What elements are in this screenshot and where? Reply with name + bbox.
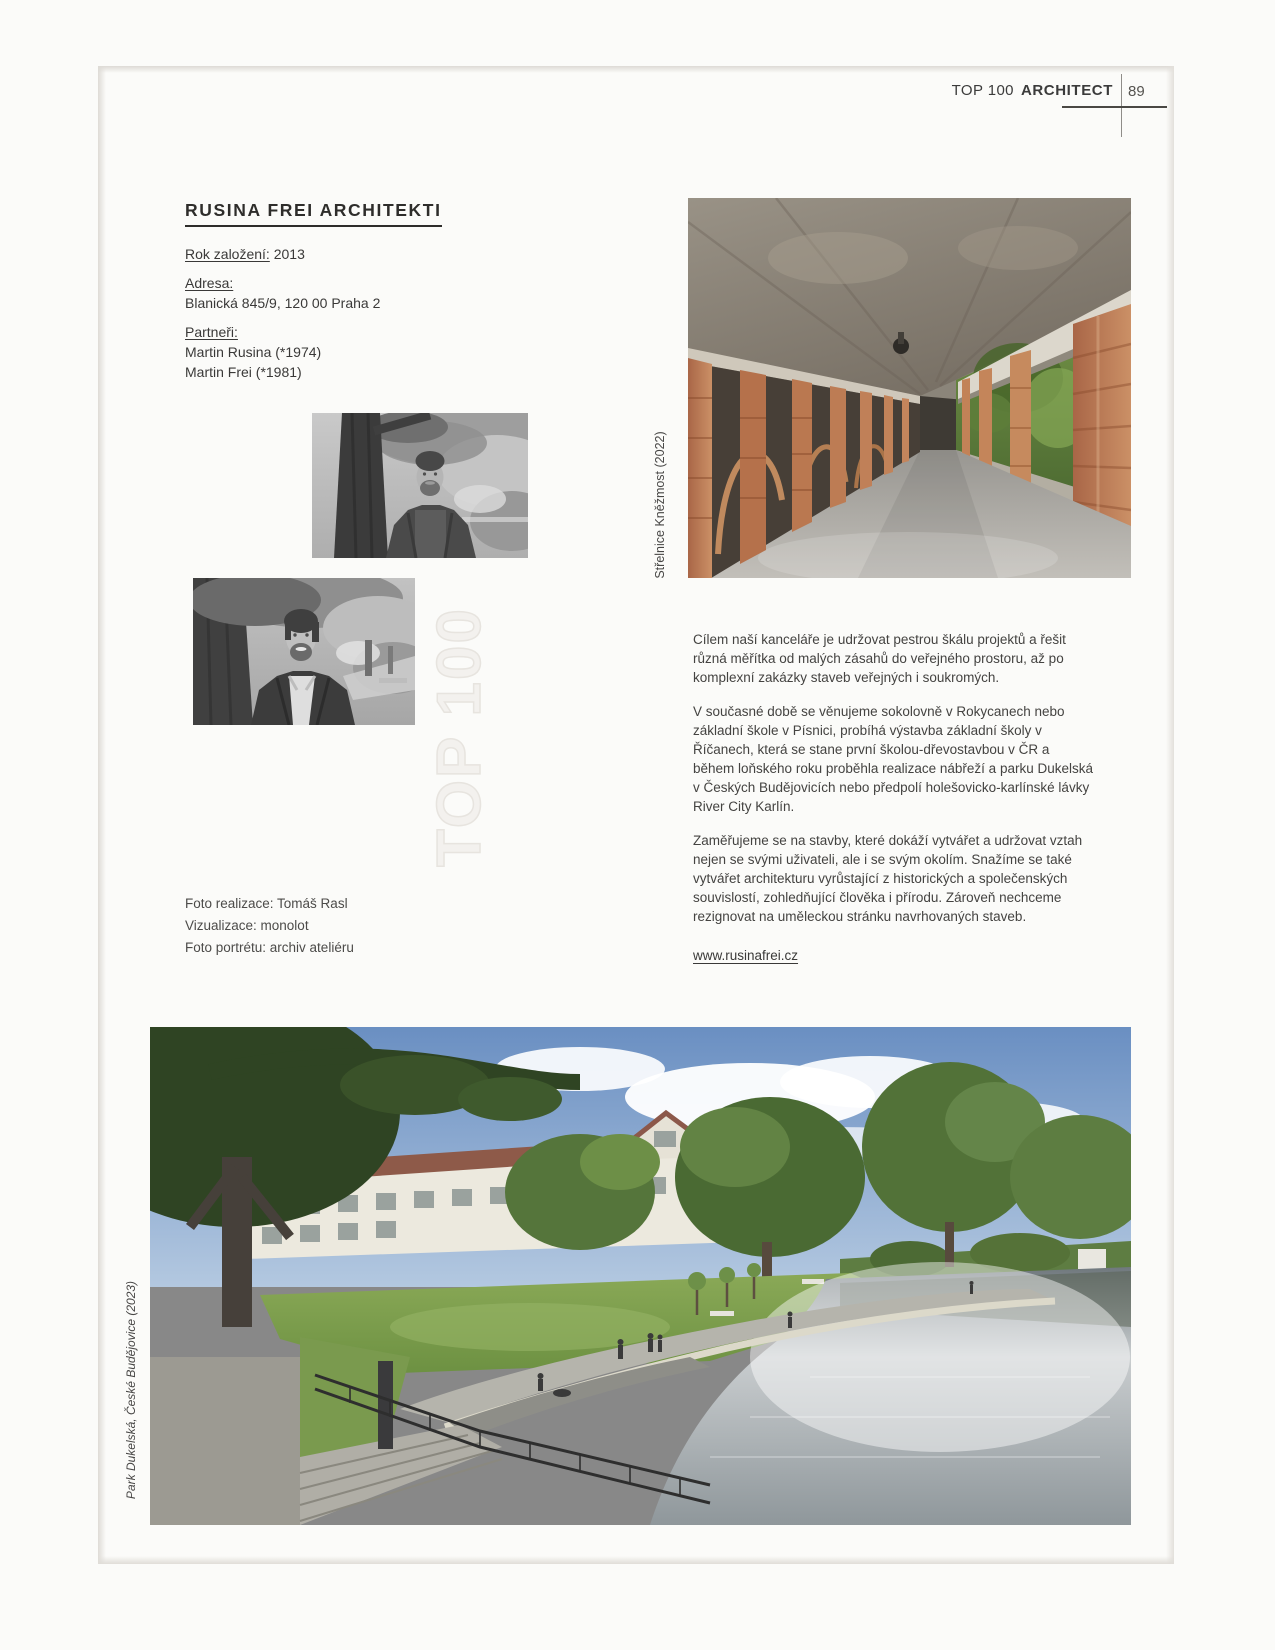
- partner-name: Martin Frei (*1981): [185, 364, 302, 380]
- address-row: [185, 273, 380, 313]
- header-series: TOP 100: [951, 82, 1014, 99]
- address-label: Adresa:: [185, 275, 234, 291]
- header-rule: [1062, 106, 1167, 108]
- paragraph-3: Zaměřujeme se na stavby, které dokáží vytvářet a udržovat vztah nejen se svými uživateli, ale i se svým okolím. Snažíme se také vytvářet architekturu vyrůstající z historických a společenských souvislostí, zohledňující člověka i přírodu. Zároveň nechceme rezignovat na uměleckou stránku navrhovaných staveb.: [693, 833, 1083, 924]
- header-section: ARCHITECT: [1020, 82, 1113, 99]
- portrait-photo-martin-frei: [193, 578, 415, 725]
- page-edge-top: [98, 66, 1174, 73]
- firm-title: RUSINA FREI ARCHITEKTI: [185, 200, 442, 227]
- credit-line: Foto realizace: Tomáš Rasl: [185, 896, 348, 911]
- page-number: 89: [1128, 83, 1145, 100]
- portrait-photo-martin-rusina: [312, 413, 528, 558]
- page-edge-left: [98, 66, 106, 1564]
- address-value: Blanická 845/9, 120 00 Praha 2: [185, 295, 381, 311]
- header: [880, 82, 1113, 99]
- partners-label: Partneři:: [185, 324, 238, 340]
- founded-value: 2013: [273, 246, 305, 262]
- partners-row: [185, 322, 380, 382]
- credit-line: Foto portrétu: archiv ateliéru: [185, 940, 354, 955]
- photo-strelnice-knezmost: [688, 198, 1131, 578]
- top100-watermark: TOP 100: [425, 607, 494, 867]
- page-edge-bottom: [98, 1556, 1174, 1564]
- website-link[interactable]: www.rusinafrei.cz: [693, 948, 799, 963]
- photo-credits: [185, 893, 354, 959]
- firm-info: [185, 244, 380, 391]
- credit-line: Vizualizace: monolot: [185, 918, 309, 933]
- profile-text: [693, 630, 1093, 965]
- paragraph-1: Cílem naší kanceláře je udržovat pestrou škálu projektů a řešit různá měřítka od malých zásahů do veřejného prostoru, až po komplexní zakázky staveb veřejných i soukromých.: [693, 632, 1066, 685]
- partner-name: Martin Rusina (*1974): [185, 344, 322, 360]
- paragraph-2: V současné době se věnujeme sokolovně v Rokycanech nebo základní škole v Písnici, probíhá výstavba základní školy v Říčanech, která se stane první školou-dřevostavbou v ČR a během loňského roku proběhla realizace nábřeží a parku Dukelská v Českých Budějovicích nebo předpolí holešovicko-karlínské lávky River City Karlín.: [693, 704, 1093, 814]
- photo-park-dukelska: [150, 1027, 1131, 1525]
- caption-strelnice: Střelnice Kněžmost (2022): [653, 431, 667, 579]
- caption-park-dukelska: Park Dukelská, České Budějovice (2023): [124, 1280, 138, 1500]
- page-edge-right: [1166, 66, 1174, 1564]
- founded-row: [185, 244, 380, 264]
- founded-label: Rok založení:: [185, 246, 270, 262]
